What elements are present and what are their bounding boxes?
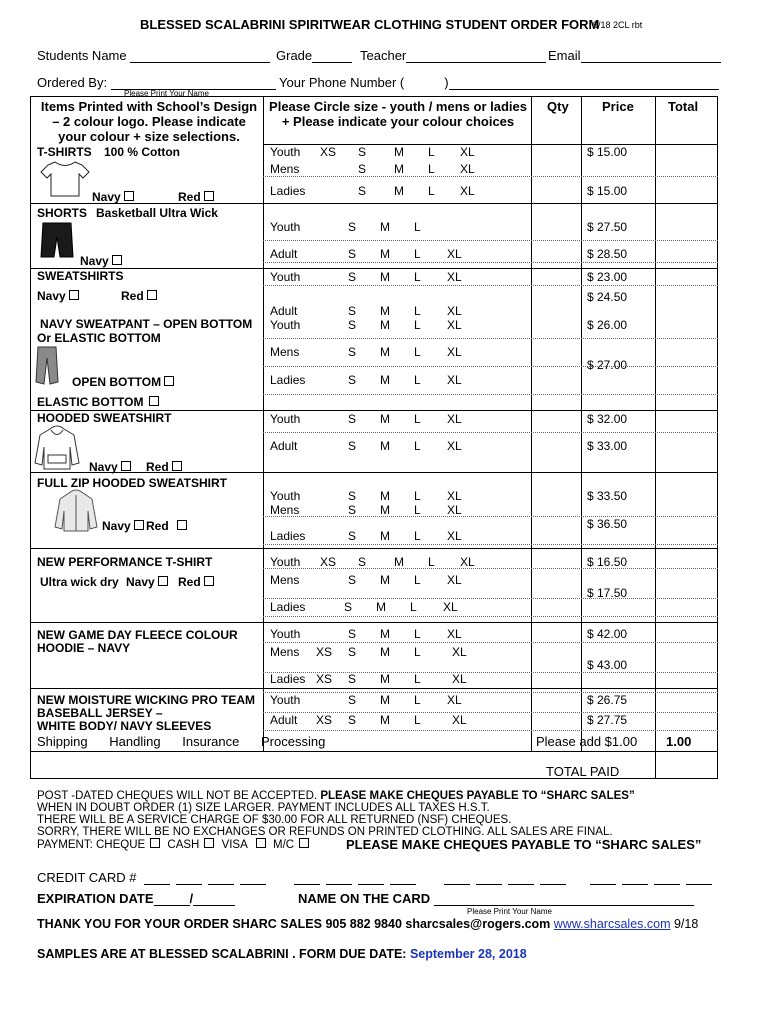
size-option-m[interactable]: M bbox=[380, 220, 390, 234]
row-divider-dotted bbox=[263, 642, 718, 643]
size-option-xl[interactable]: XL bbox=[447, 627, 462, 641]
size-option-l[interactable]: L bbox=[414, 693, 421, 707]
payment-visa-checkbox[interactable] bbox=[256, 838, 266, 848]
size-option-s[interactable]: S bbox=[348, 412, 357, 426]
price-value: $ 24.50 bbox=[587, 290, 628, 304]
size-option-xl[interactable]: XL bbox=[447, 412, 462, 426]
size-option-s[interactable]: S bbox=[348, 373, 357, 387]
price-value: $ 27.75 bbox=[587, 713, 628, 727]
checkbox[interactable] bbox=[134, 520, 144, 530]
teacher-label: Teacher bbox=[360, 48, 546, 63]
credit-card-digit-blank[interactable] bbox=[208, 884, 234, 885]
item-sweatpant-opt-elastic[interactable]: ELASTIC BOTTOM bbox=[37, 395, 159, 409]
row-divider-dotted bbox=[263, 285, 718, 286]
teacher-field[interactable] bbox=[406, 62, 546, 63]
checkbox[interactable] bbox=[164, 376, 174, 386]
row-divider-dotted bbox=[263, 176, 718, 177]
item-performance-desc: Ultra wick dry bbox=[40, 575, 119, 589]
grade-label: Grade bbox=[276, 48, 352, 63]
shipping-please-add: Please add $1.00 bbox=[536, 734, 638, 749]
checkbox[interactable] bbox=[112, 255, 122, 265]
col-divider-sizes bbox=[263, 96, 264, 751]
checkbox[interactable] bbox=[204, 191, 214, 201]
size-option-m[interactable]: M bbox=[380, 627, 390, 641]
size-option-m[interactable]: M bbox=[380, 412, 390, 426]
size-option-s[interactable]: S bbox=[348, 672, 357, 686]
name-on-card-field[interactable] bbox=[434, 905, 694, 906]
size-option-xs[interactable]: XS bbox=[316, 645, 333, 659]
size-option-l[interactable]: L bbox=[414, 220, 421, 234]
size-group-label: Adult bbox=[270, 713, 298, 727]
credit-card-digit-blank[interactable] bbox=[540, 884, 566, 885]
size-option-xs[interactable]: XS bbox=[316, 713, 333, 727]
size-option-l[interactable]: L bbox=[414, 247, 421, 261]
credit-card-digit-blank[interactable] bbox=[508, 884, 534, 885]
size-option-m[interactable]: M bbox=[380, 489, 390, 503]
size-option-l[interactable]: L bbox=[414, 672, 421, 686]
size-option-s[interactable]: S bbox=[348, 270, 357, 284]
credit-card-digit-blank[interactable] bbox=[622, 884, 648, 885]
payment-mc-checkbox[interactable] bbox=[299, 838, 309, 848]
header-items: Items Printed with School’s Design – 2 colour logo. Please indicate your colour + size selections. bbox=[40, 99, 258, 144]
size-group-label: Youth bbox=[270, 693, 301, 707]
credit-card-digit-blank[interactable] bbox=[444, 884, 470, 885]
item-sweatpant-name2: Or ELASTIC BOTTOM bbox=[37, 331, 161, 345]
size-option-m[interactable]: M bbox=[394, 555, 404, 569]
col-divider-qty bbox=[531, 96, 532, 751]
price-value: $ 32.00 bbox=[587, 412, 628, 426]
email-label: Email bbox=[548, 48, 721, 63]
size-option-m[interactable]: M bbox=[380, 529, 390, 543]
row-divider bbox=[30, 622, 718, 623]
credit-card-digit-blank[interactable] bbox=[476, 884, 502, 885]
item-tshirts-opt-navy[interactable]: Navy bbox=[92, 190, 134, 204]
size-option-s[interactable]: S bbox=[358, 162, 367, 176]
item-sweatpant-opt-open[interactable]: OPEN BOTTOM bbox=[72, 375, 174, 389]
size-option-xs[interactable]: XS bbox=[320, 555, 337, 569]
checkbox[interactable] bbox=[124, 191, 134, 201]
item-jersey-name3: WHITE BODY/ NAVY SLEEVES bbox=[37, 719, 212, 733]
item-shorts-desc: Basketball Ultra Wick bbox=[96, 206, 218, 220]
size-option-xl[interactable]: XL bbox=[447, 270, 462, 284]
size-option-l[interactable]: L bbox=[414, 489, 421, 503]
shipping-label: Shipping Handling Insurance Processing bbox=[37, 734, 326, 749]
table-left-border bbox=[30, 96, 31, 779]
row-divider bbox=[30, 548, 718, 549]
size-option-xl[interactable]: XL bbox=[447, 573, 462, 587]
credit-card-digit-blank[interactable] bbox=[294, 884, 320, 885]
checkbox[interactable] bbox=[172, 461, 182, 471]
note-line-2: WHEN IN DOUBT ORDER (1) SIZE LARGER. PAYMENT INCLUDES ALL TAXES H.S.T. bbox=[37, 802, 490, 814]
size-group-label: Mens bbox=[270, 573, 300, 587]
credit-card-digit-blank[interactable] bbox=[654, 884, 680, 885]
checkbox[interactable] bbox=[147, 290, 157, 300]
price-value: $ 43.00 bbox=[587, 658, 628, 672]
credit-card-digit-blank[interactable] bbox=[390, 884, 416, 885]
shipping-bottom-border bbox=[30, 751, 718, 752]
col-divider-total bbox=[655, 96, 656, 779]
size-option-s[interactable]: S bbox=[348, 439, 357, 453]
price-value: $ 26.00 bbox=[587, 318, 628, 332]
row-divider-dotted bbox=[263, 432, 718, 433]
size-option-l[interactable]: L bbox=[414, 573, 421, 587]
price-value: $ 27.00 bbox=[587, 358, 628, 372]
hoodie-icon bbox=[34, 425, 80, 471]
checkbox[interactable] bbox=[121, 461, 131, 471]
row-divider-dotted bbox=[263, 730, 718, 731]
name-on-card-label: NAME ON THE CARD bbox=[298, 891, 694, 906]
row-divider-dotted bbox=[263, 240, 718, 241]
table-right-border bbox=[717, 96, 718, 779]
size-group-label: Youth bbox=[270, 145, 301, 159]
row-divider-dotted bbox=[263, 544, 718, 545]
size-group-label: Youth bbox=[270, 270, 301, 284]
size-option-l[interactable]: L bbox=[428, 145, 435, 159]
price-value: $ 27.50 bbox=[587, 220, 628, 234]
size-option-xl[interactable]: XL bbox=[447, 503, 462, 517]
zip-hoodie-icon bbox=[54, 489, 98, 533]
size-option-s[interactable]: S bbox=[344, 600, 353, 614]
row-divider bbox=[30, 688, 718, 689]
size-group-label: Ladies bbox=[270, 529, 306, 543]
item-hooded-opt-navy[interactable]: Navy bbox=[89, 460, 131, 474]
size-option-m[interactable]: M bbox=[380, 503, 390, 517]
checkbox[interactable] bbox=[158, 576, 168, 586]
size-option-s[interactable]: S bbox=[348, 529, 357, 543]
due-date: September 28, 2018 bbox=[409, 947, 527, 961]
size-option-m[interactable]: M bbox=[394, 145, 404, 159]
size-option-s[interactable]: S bbox=[358, 145, 367, 159]
size-option-xs[interactable]: XS bbox=[320, 145, 337, 159]
payable-notice: PLEASE MAKE CHEQUES PAYABLE TO “SHARC SALES” bbox=[346, 837, 702, 852]
size-option-m[interactable]: M bbox=[380, 373, 390, 387]
item-fleece-name2: HOODIE – NAVY bbox=[37, 641, 131, 655]
size-group-label: Mens bbox=[270, 503, 300, 517]
size-option-xl[interactable]: XL bbox=[447, 318, 462, 332]
size-option-l[interactable]: L bbox=[414, 439, 421, 453]
item-sweatshirts-opt-navy[interactable]: Navy bbox=[37, 289, 79, 303]
size-option-xl[interactable]: XL bbox=[452, 672, 467, 686]
size-option-l[interactable]: L bbox=[414, 318, 421, 332]
size-option-s[interactable]: S bbox=[348, 220, 357, 234]
samples-line: SAMPLES ARE AT BLESSED SCALABRINI . FORM DUE DATE: September 28, 2018 bbox=[37, 947, 527, 961]
checkbox[interactable] bbox=[204, 576, 214, 586]
size-option-m[interactable]: M bbox=[380, 318, 390, 332]
price-value: $ 26.75 bbox=[587, 693, 628, 707]
item-jersey-name: NEW MOISTURE WICKING PRO TEAM bbox=[37, 693, 255, 707]
price-value: $ 23.00 bbox=[587, 270, 628, 284]
size-option-s[interactable]: S bbox=[348, 693, 357, 707]
size-option-m[interactable]: M bbox=[380, 345, 390, 359]
row-divider-dotted bbox=[263, 262, 718, 263]
website-link[interactable]: www.sharcsales.com bbox=[553, 917, 671, 931]
size-group-label: Mens bbox=[270, 345, 300, 359]
total-paid-field[interactable] bbox=[657, 760, 715, 776]
credit-card-digit-blank[interactable] bbox=[240, 884, 266, 885]
size-option-l[interactable]: L bbox=[410, 600, 417, 614]
item-shorts-name: SHORTS bbox=[37, 206, 88, 220]
size-option-m[interactable]: M bbox=[380, 304, 390, 318]
size-option-xl[interactable]: XL bbox=[460, 184, 475, 198]
form-title: BLESSED SCALABRINI SPIRITWEAR CLOTHING STUDENT ORDER FORM bbox=[140, 17, 600, 32]
size-option-l[interactable]: L bbox=[414, 412, 421, 426]
size-option-m[interactable]: M bbox=[380, 247, 390, 261]
size-option-xs[interactable]: XS bbox=[316, 672, 333, 686]
price-value: $ 36.50 bbox=[587, 517, 628, 531]
size-option-l[interactable]: L bbox=[428, 555, 435, 569]
price-value: $ 33.00 bbox=[587, 439, 628, 453]
credit-card-digit-blank[interactable] bbox=[144, 884, 170, 885]
size-option-xl[interactable]: XL bbox=[447, 304, 462, 318]
item-fullzip-opt-navy[interactable]: Navy bbox=[102, 519, 144, 533]
credit-card-label: CREDIT CARD # bbox=[37, 870, 137, 885]
item-sweatshirts-opt-red[interactable]: Red bbox=[121, 289, 157, 303]
ordered-by-label: Ordered By: bbox=[37, 75, 276, 90]
size-option-m[interactable]: M bbox=[394, 184, 404, 198]
table-top-border bbox=[30, 96, 718, 97]
size-option-xl[interactable]: XL bbox=[447, 489, 462, 503]
price-value: $ 15.00 bbox=[587, 184, 628, 198]
size-option-s[interactable]: S bbox=[348, 713, 357, 727]
item-performance-name: NEW PERFORMANCE T-SHIRT bbox=[37, 555, 213, 569]
price-value: $ 17.50 bbox=[587, 586, 628, 600]
header-qty: Qty bbox=[547, 99, 569, 114]
row-divider-dotted bbox=[263, 338, 718, 339]
size-option-m[interactable]: M bbox=[380, 693, 390, 707]
credit-card-digit-blank[interactable] bbox=[326, 884, 352, 885]
size-option-m[interactable]: M bbox=[380, 439, 390, 453]
size-option-s[interactable]: S bbox=[348, 318, 357, 332]
print-name-hint-2: Please Print Your Name bbox=[467, 907, 552, 916]
phone-label: Your Phone Number ( ) bbox=[279, 75, 719, 90]
size-group-label: Ladies bbox=[270, 672, 306, 686]
row-divider-dotted bbox=[263, 616, 718, 617]
size-option-s[interactable]: S bbox=[348, 489, 357, 503]
item-hooded-opt-red[interactable]: Red bbox=[146, 460, 182, 474]
item-fullzip-opt-red[interactable]: Red bbox=[146, 519, 187, 533]
item-tshirts-name: T-SHIRTS bbox=[37, 145, 92, 159]
row-divider-dotted bbox=[263, 692, 718, 693]
credit-card-digit-blank[interactable] bbox=[686, 884, 712, 885]
size-option-m[interactable]: M bbox=[394, 162, 404, 176]
size-option-s[interactable]: S bbox=[358, 184, 367, 198]
print-name-hint: Please Print Your Name bbox=[124, 89, 209, 98]
size-option-xl[interactable]: XL bbox=[447, 373, 462, 387]
size-option-xl[interactable]: XL bbox=[447, 693, 462, 707]
sweatpant-icon bbox=[34, 346, 60, 386]
size-group-label: Youth bbox=[270, 318, 301, 332]
shipping-value: 1.00 bbox=[666, 734, 692, 749]
size-group-label: Youth bbox=[270, 555, 301, 569]
size-option-s[interactable]: S bbox=[348, 627, 357, 641]
expiration-label: EXPIRATION DATE / bbox=[37, 891, 235, 906]
header-price: Price bbox=[602, 99, 634, 114]
size-option-l[interactable]: L bbox=[428, 184, 435, 198]
item-performance-opt-red[interactable]: Red bbox=[178, 575, 214, 589]
header-sizes: Please Circle size - youth / mens or ladies + Please indicate your colour choices bbox=[269, 99, 527, 129]
size-group-label: Youth bbox=[270, 220, 301, 234]
checkbox[interactable] bbox=[177, 520, 187, 530]
size-group-label: Ladies bbox=[270, 184, 306, 198]
price-value: $ 42.00 bbox=[587, 627, 628, 641]
item-sweatshirts-name: SWEATSHIRTS bbox=[37, 269, 124, 283]
size-group-label: Youth bbox=[270, 627, 301, 641]
col-divider-price bbox=[581, 96, 582, 751]
row-divider bbox=[30, 268, 718, 269]
size-option-xl[interactable]: XL bbox=[447, 345, 462, 359]
form-version-note: 9/18 2CL rbt bbox=[593, 20, 643, 30]
credit-card-digit-blank[interactable] bbox=[358, 884, 384, 885]
item-fleece-name: NEW GAME DAY FLEECE COLOUR bbox=[37, 628, 238, 642]
size-option-l[interactable]: L bbox=[414, 529, 421, 543]
students-name-field[interactable] bbox=[130, 62, 270, 63]
size-option-xl[interactable]: XL bbox=[460, 162, 475, 176]
size-option-xl[interactable]: XL bbox=[443, 600, 458, 614]
note-line-3: THERE WILL BE A SERVICE CHARGE OF $30.00 FOR ALL RETURNED (NSF) CHEQUES. bbox=[37, 814, 512, 826]
item-jersey-name2: BASEBALL JERSEY – bbox=[37, 706, 163, 720]
row-divider-dotted bbox=[263, 516, 718, 517]
students-name-label: Students Name bbox=[37, 48, 270, 63]
size-group-label: Ladies bbox=[270, 600, 306, 614]
size-option-l[interactable]: L bbox=[414, 304, 421, 318]
payment-options: PAYMENT: CHEQUE CASH VISA M/C bbox=[37, 838, 309, 851]
size-option-l[interactable]: L bbox=[414, 373, 421, 387]
item-tshirts-desc: 100 % Cotton bbox=[104, 145, 181, 159]
item-performance-opt-navy[interactable]: Navy bbox=[126, 575, 168, 589]
size-group-label: Adult bbox=[270, 247, 298, 261]
size-option-xl[interactable]: XL bbox=[447, 247, 462, 261]
size-option-l[interactable]: L bbox=[414, 270, 421, 284]
size-option-l[interactable]: L bbox=[414, 713, 421, 727]
item-fullzip-name: FULL ZIP HOODED SWEATSHIRT bbox=[37, 476, 228, 490]
item-hooded-name: HOODED SWEATSHIRT bbox=[37, 411, 172, 425]
thank-you-line: THANK YOU FOR YOUR ORDER SHARC SALES 905 882 9840 sharcsales@rogers.com www.sharcsales.com 9/18 bbox=[37, 917, 699, 931]
size-option-s[interactable]: S bbox=[348, 247, 357, 261]
price-value: $ 16.50 bbox=[587, 555, 628, 569]
size-option-xl[interactable]: XL bbox=[460, 555, 475, 569]
size-option-xl[interactable]: XL bbox=[447, 529, 462, 543]
price-value: $ 15.00 bbox=[587, 145, 628, 159]
size-option-xl[interactable]: XL bbox=[447, 439, 462, 453]
row-divider-dotted bbox=[263, 394, 718, 395]
grade-field[interactable] bbox=[312, 62, 352, 63]
payment-cheque-checkbox[interactable] bbox=[150, 838, 160, 848]
size-option-s[interactable]: S bbox=[358, 555, 367, 569]
expiration-year-field[interactable] bbox=[193, 905, 235, 906]
size-option-s[interactable]: S bbox=[348, 573, 357, 587]
row-divider bbox=[30, 472, 718, 473]
size-option-m[interactable]: M bbox=[380, 573, 390, 587]
row-divider-dotted bbox=[263, 598, 718, 599]
price-value: $ 33.50 bbox=[587, 489, 628, 503]
item-tshirts-opt-red[interactable]: Red bbox=[178, 190, 214, 204]
size-group-label: Youth bbox=[270, 489, 301, 503]
size-group-label: Adult bbox=[270, 439, 298, 453]
checkbox[interactable] bbox=[149, 396, 159, 406]
email-field[interactable] bbox=[581, 62, 721, 63]
note-line-4: SORRY, THERE WILL BE NO EXCHANGES OR REFUNDS ON PRINTED CLOTHING. ALL SALES ARE FINAL. bbox=[37, 826, 613, 838]
size-option-s[interactable]: S bbox=[348, 503, 357, 517]
item-sweatpant-name: NAVY SWEATPANT – OPEN BOTTOM bbox=[40, 317, 253, 331]
size-group-label: Mens bbox=[270, 645, 300, 659]
size-option-l[interactable]: L bbox=[414, 503, 421, 517]
size-group-label: Youth bbox=[270, 412, 301, 426]
size-option-l[interactable]: L bbox=[414, 627, 421, 641]
size-option-l[interactable]: L bbox=[414, 345, 421, 359]
size-option-m[interactable]: M bbox=[380, 645, 390, 659]
size-option-s[interactable]: S bbox=[348, 645, 357, 659]
price-value: $ 28.50 bbox=[587, 247, 628, 261]
size-option-xl[interactable]: XL bbox=[452, 645, 467, 659]
payment-cash-checkbox[interactable] bbox=[204, 838, 214, 848]
header-total: Total bbox=[668, 99, 699, 114]
size-option-l[interactable]: L bbox=[414, 645, 421, 659]
row-divider-dotted bbox=[263, 366, 718, 367]
credit-card-digit-blank[interactable] bbox=[176, 884, 202, 885]
tshirt-icon bbox=[40, 160, 90, 198]
total-paid-label: TOTAL PAID bbox=[546, 764, 620, 779]
size-option-m[interactable]: M bbox=[380, 672, 390, 686]
expiration-month-field[interactable] bbox=[154, 905, 190, 906]
size-group-label: Mens bbox=[270, 162, 300, 176]
shorts-icon bbox=[40, 221, 74, 259]
size-option-m[interactable]: M bbox=[380, 713, 390, 727]
size-option-s[interactable]: S bbox=[348, 304, 357, 318]
phone-field[interactable] bbox=[449, 89, 719, 90]
size-option-m[interactable]: M bbox=[376, 600, 386, 614]
note-line-1: POST -DATED CHEQUES WILL NOT BE ACCEPTED. PLEASE MAKE CHEQUES PAYABLE TO “SHARC SALES” bbox=[37, 790, 635, 802]
size-option-l[interactable]: L bbox=[428, 162, 435, 176]
size-group-label: Adult bbox=[270, 304, 298, 318]
checkbox[interactable] bbox=[69, 290, 79, 300]
item-shorts-opt-navy[interactable]: Navy bbox=[80, 254, 122, 268]
size-option-xl[interactable]: XL bbox=[452, 713, 467, 727]
credit-card-digit-blank[interactable] bbox=[590, 884, 616, 885]
size-option-m[interactable]: M bbox=[380, 270, 390, 284]
size-option-xl[interactable]: XL bbox=[460, 145, 475, 159]
size-option-s[interactable]: S bbox=[348, 345, 357, 359]
size-group-label: Ladies bbox=[270, 373, 306, 387]
